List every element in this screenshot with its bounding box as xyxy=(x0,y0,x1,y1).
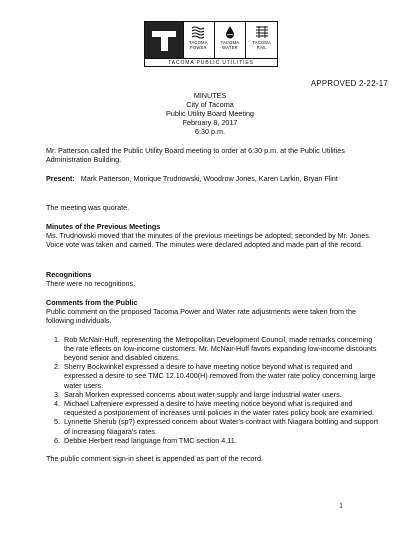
intro-paragraph xyxy=(46,146,382,164)
quorum-paragraph xyxy=(46,203,382,212)
present-label: Present: xyxy=(46,174,75,183)
power-waves-icon xyxy=(191,25,205,39)
present-members: Mark Patterson, Monique Trudnowski, Woodrow Jones, Karen Larkin, Bryan Flint xyxy=(80,174,338,183)
list-item: 4. Michael Lafreniere expressed a desire to have meeting notice beyond what is required and requested a postponement of increases until policies in the water rates policy book are examined. xyxy=(62,399,382,417)
logo-unit-power-line2: POWER xyxy=(189,45,207,50)
logo-footer-text: TACOMA PUBLIC UTILITIES xyxy=(145,58,277,67)
logo-unit-water-line2: WATER xyxy=(222,45,238,50)
section-comments-text: Public comment on the proposed Tacoma Power and Water rate adjustments were taken from the following individuals. xyxy=(46,307,357,326)
list-item: 3. Sarah Morken expressed concerns about water supply and large industrial water users. xyxy=(62,390,382,399)
page-number: 1 xyxy=(339,501,343,510)
logo-unit-water-line1: TACOMA xyxy=(220,40,240,45)
public-comment-list xyxy=(46,335,382,445)
water-drop-icon xyxy=(223,25,237,39)
logo-unit-power-line1: TACOMA xyxy=(188,40,208,45)
meeting-date: February 8, 2017 xyxy=(182,118,238,127)
tacoma-t-logo-mark xyxy=(145,22,184,58)
present-paragraph xyxy=(46,174,382,183)
section-recognitions-heading: Recognitions xyxy=(46,270,92,279)
section-recognitions-text: There were no recognitions. xyxy=(46,279,136,289)
approved-stamp: APPROVED 2-22-17 xyxy=(310,79,388,88)
list-item: 2. Sherry Bockwinkel expressed a desire to have meeting notice beyond what is required and expressed a desire to see TMC 12.10.400(H) removed from the water rate policy concerning large water users. xyxy=(62,362,382,390)
section-minutes xyxy=(46,222,382,250)
minutes-header xyxy=(0,91,420,136)
logo-unit-rail xyxy=(246,22,277,58)
quorum-text: The meeting was quorate. xyxy=(46,203,130,212)
section-comments xyxy=(46,298,382,463)
logo-unit-rail-line1: TACOMA xyxy=(252,40,272,45)
meeting-name: Public Utility Board Meeting xyxy=(166,109,254,118)
list-item: 1. Rob McNair-Huff, representing the Metropolitan Development Council, made remarks concerning the rate effects on low-income customers. Mr. McNair-Huff favors expanding low-income discounts beyond senior and disabled citizens. xyxy=(62,335,382,363)
section-minutes-heading: Minutes of the Previous Meetings xyxy=(46,222,161,231)
logo-unit-rail-line2: RAIL xyxy=(256,45,267,50)
minutes-title: MINUTES xyxy=(193,91,227,100)
section-comments-heading: Comments from the Public xyxy=(46,298,138,307)
logo-unit-water xyxy=(215,22,247,58)
organization-name: City of Tacoma xyxy=(186,100,234,109)
section-comments-closing: The public comment sign-in sheet is appended as part of the record. xyxy=(46,454,263,464)
section-minutes-text: Ms. Trudnowski moved that the minutes of the previous meetings be adopted; seconded by Mr. Jones. Voice vote was taken and carried. The minutes were declared adopted and made part of the record. xyxy=(46,231,371,250)
logo-unit-power xyxy=(183,22,215,58)
rail-tracks-icon xyxy=(255,25,269,39)
list-item: 5. Lynnette Sherub (sp?) expressed concern about Water's contract with Niagara bottling and support of increasing Niagara's rates. xyxy=(62,417,382,435)
list-item: 6. Debbie Herbert read language from TMC section 4.11. xyxy=(62,436,382,445)
section-recognitions xyxy=(46,270,382,288)
meeting-time: 6:30 p.m. xyxy=(195,127,225,136)
tacoma-public-utilities-logo xyxy=(144,21,278,67)
intro-text: Mr. Patterson called the Public Utility Board meeting to order at 6:30 p.m. at the Public Utilities Administration Building. xyxy=(46,146,345,165)
